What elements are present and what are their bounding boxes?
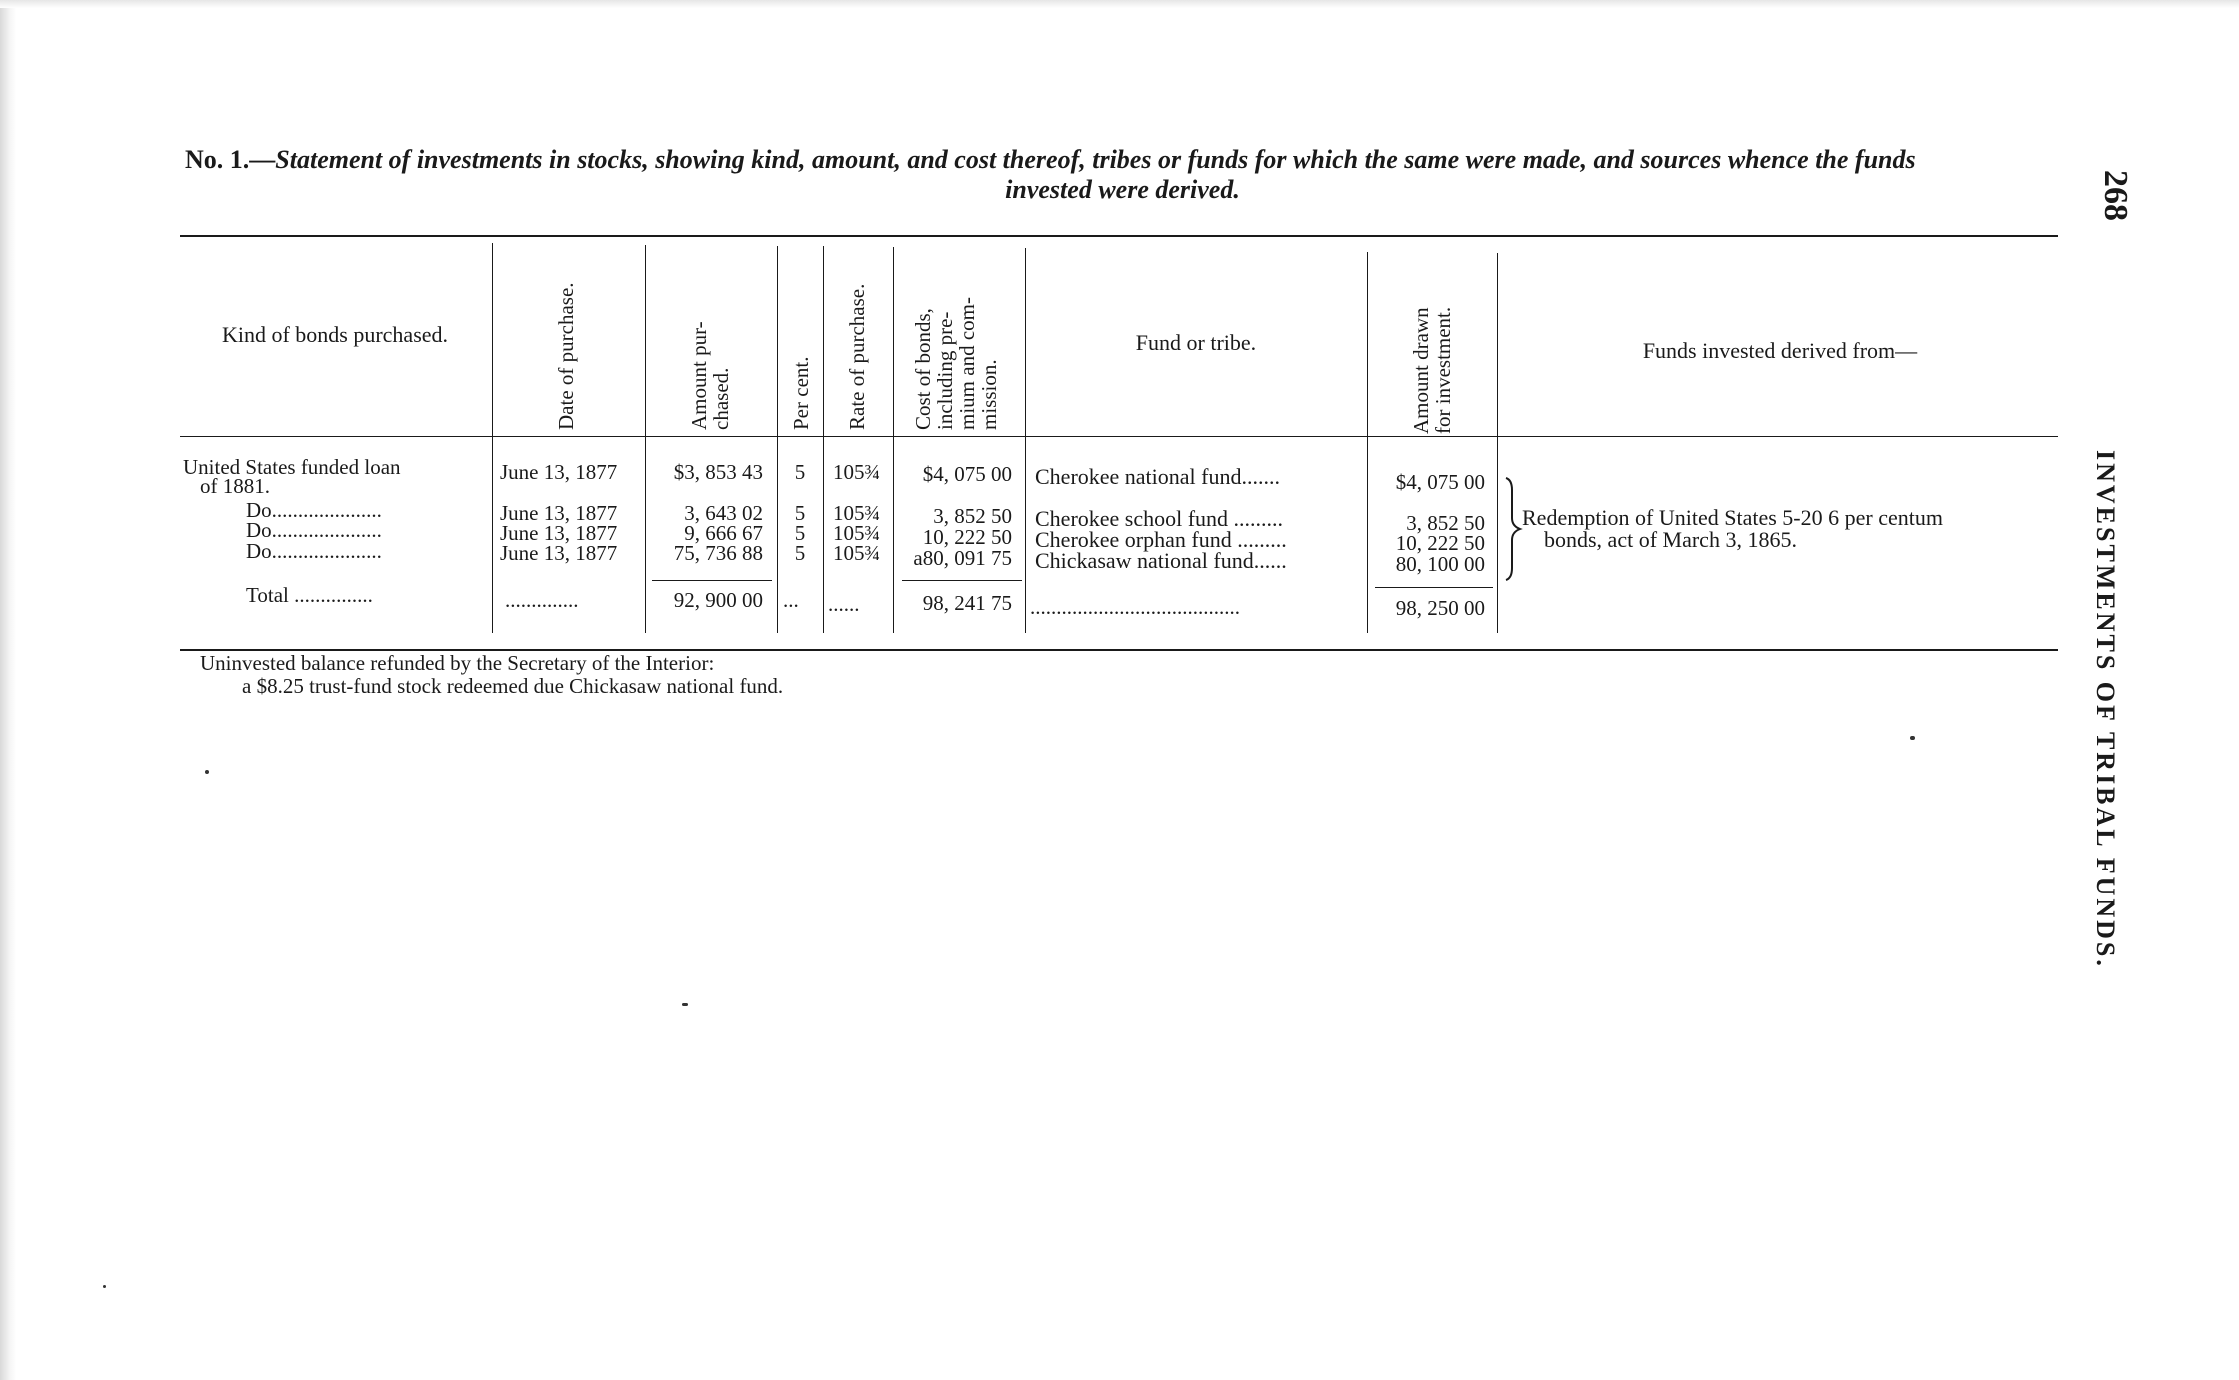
- table-title: [185, 145, 2060, 205]
- row3-percent: 5: [794, 521, 806, 545]
- page-top-shadow: [0, 0, 2239, 8]
- total-label: Total ...............: [246, 583, 373, 607]
- header-percent: Per cent.: [789, 356, 813, 430]
- scan-speck: [103, 1285, 106, 1288]
- col-divider-6: [1025, 248, 1026, 633]
- footnotes: [200, 652, 783, 698]
- header-fund: Fund or tribe.: [1135, 330, 1257, 355]
- total-date: ..............: [505, 588, 579, 612]
- header-kind: Kind of bonds purchased.: [221, 322, 449, 347]
- total-rate: ......: [828, 592, 860, 616]
- header-rate: Rate of purchase.: [845, 283, 869, 430]
- total-separator-amount: [652, 580, 772, 581]
- total-amount: 92, 900 00: [673, 588, 763, 612]
- table-top-rule: [180, 235, 2058, 237]
- header-amount: Amount pur- chased.: [687, 321, 733, 430]
- header-bottom-rule: [180, 436, 2058, 437]
- row3-kind: Do.....................: [246, 518, 382, 542]
- row1-date: June 13, 1877: [500, 460, 618, 484]
- row1-percent: 5: [794, 460, 806, 484]
- row4-percent: 5: [794, 541, 806, 565]
- col-divider-7: [1367, 252, 1368, 633]
- header-date: Date of purchase.: [554, 282, 578, 430]
- row3-drawn: 10, 222 50: [1395, 531, 1485, 555]
- row3-amount: 9, 666 67: [684, 521, 763, 545]
- row2-amount: 3, 643 02: [684, 501, 763, 525]
- page-edge-shadow: [0, 0, 16, 1380]
- row1-fund: Cherokee national fund.......: [1035, 464, 1280, 489]
- row1-drawn: $4, 075 00: [1395, 470, 1485, 494]
- footnote-line1: Uninvested balance refunded by the Secretary of the Interior:: [200, 651, 715, 675]
- title-lead: No. 1.—: [185, 145, 276, 174]
- row4-fund: Chickasaw national fund......: [1035, 548, 1287, 573]
- scan-speck: [1910, 736, 1915, 740]
- row4-rate: 105¾: [833, 541, 881, 565]
- footnote-line2: a $8.25 trust-fund stock redeemed due Chickasaw national fund.: [242, 674, 784, 698]
- scan-speck: [682, 1003, 688, 1006]
- row1-rate: 105¾: [833, 460, 881, 484]
- row4-date: June 13, 1877: [500, 541, 618, 565]
- row2-kind: Do.....................: [246, 498, 382, 522]
- col-divider-1: [492, 243, 493, 633]
- total-separator-cost: [902, 580, 1022, 581]
- row1-kind-line2: of 1881.: [200, 474, 270, 498]
- header-drawn: Amount drawn for investment.: [1409, 306, 1455, 434]
- row4-cost: a80, 091 75: [913, 546, 1012, 570]
- row2-fund: Cherokee school fund .........: [1035, 506, 1284, 531]
- col-divider-3: [777, 246, 778, 633]
- row2-cost: 3, 852 50: [933, 504, 1012, 528]
- row3-fund: Cherokee orphan fund .........: [1035, 527, 1287, 552]
- scan-speck: [205, 770, 209, 774]
- row2-drawn: 3, 852 50: [1406, 511, 1485, 535]
- row2-percent: 5: [794, 501, 806, 525]
- col-divider-2: [645, 245, 646, 633]
- header-derived: Funds invested derived from—: [1642, 338, 1918, 363]
- total-drawn: 98, 250 00: [1395, 596, 1485, 620]
- row1-cost: $4, 075 00: [922, 462, 1012, 486]
- total-cost: 98, 241 75: [922, 591, 1012, 615]
- total-separator-drawn: [1375, 587, 1493, 588]
- row4-amount: 75, 736 88: [673, 541, 763, 565]
- row3-cost: 10, 222 50: [922, 525, 1012, 549]
- row1-amount: $3, 853 43: [673, 460, 763, 484]
- title-text-line2: invested were derived.: [1005, 175, 1240, 204]
- row2-rate: 105¾: [833, 501, 881, 525]
- col-divider-4: [823, 246, 824, 633]
- header-cost: Cost of bonds, including pre- mium and com- mission.: [911, 297, 1001, 430]
- derived-from-line2: bonds, act of March 3, 1865.: [1544, 527, 1797, 552]
- row2-date: June 13, 1877: [500, 501, 618, 525]
- derived-from-line1: Redemption of United States 5-20 6 per centum: [1522, 505, 1943, 530]
- page-number: 268: [2097, 170, 2134, 221]
- total-percent: ...: [783, 588, 799, 612]
- row4-drawn: 80, 100 00: [1395, 552, 1485, 576]
- row1-kind-line1: United States funded loan: [183, 455, 401, 479]
- row3-date: June 13, 1877: [500, 521, 618, 545]
- row3-rate: 105¾: [833, 521, 881, 545]
- col-divider-5: [893, 247, 894, 633]
- col-divider-8: [1497, 253, 1498, 633]
- running-title: INVESTMENTS OF TRIBAL FUNDS.: [2091, 450, 2120, 969]
- row4-kind: Do.....................: [246, 539, 382, 563]
- title-text-line1: Statement of investments in stocks, showing kind, amount, and cost thereof, tribes or funds for which the same were made, and sources whence the funds: [275, 145, 1916, 174]
- total-fund: ........................................: [1030, 595, 1240, 619]
